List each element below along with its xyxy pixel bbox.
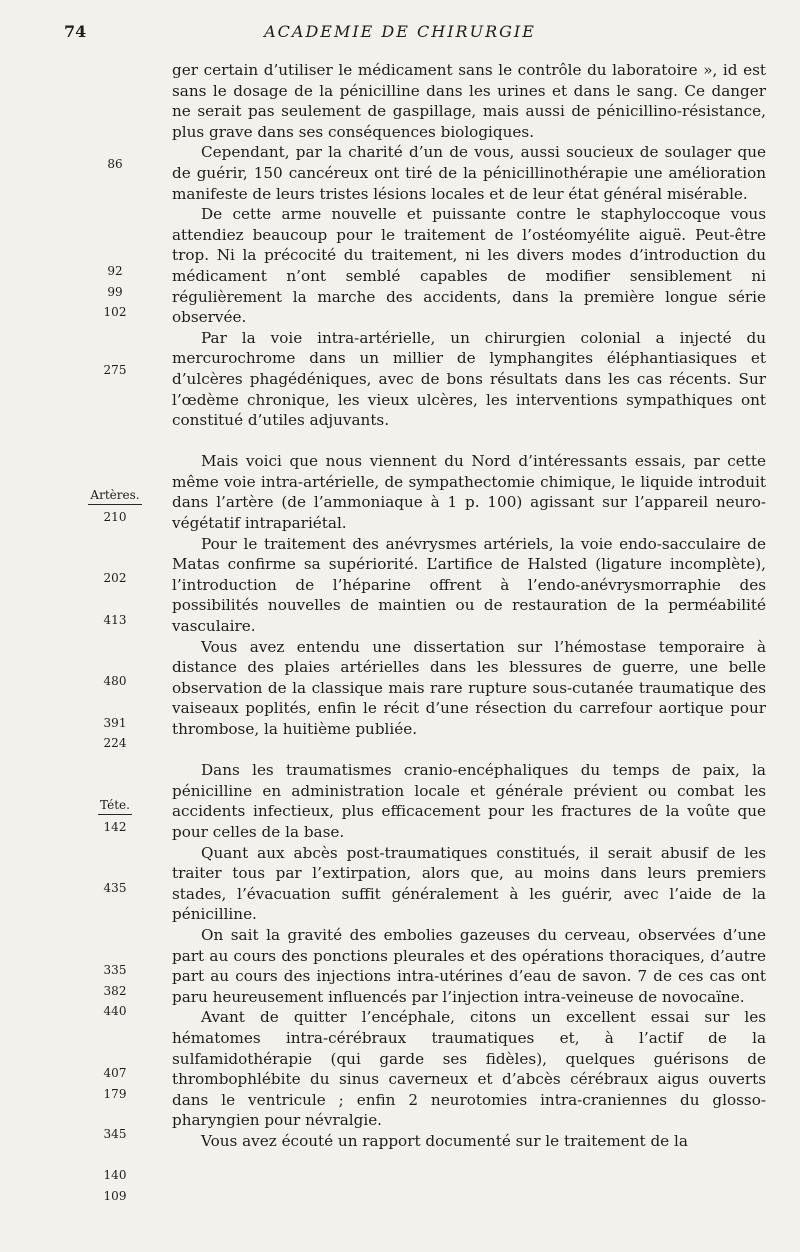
margin-ref-179: 179 xyxy=(103,1087,127,1101)
margin-references xyxy=(70,0,160,1252)
margin-ref-210: 210 xyxy=(103,510,127,524)
paragraph: Vous avez entendu une dissertation sur l’hémostase temporaire à distance des plaies artérielles dans les blessures de guerre, une belle observation de la classique mais rare rupture sous-cutanée traumatique des vaiseaux poplités, enfin le récit d’une résection du carrefour aortique pour thrombose, la huitième publiée. xyxy=(172,637,766,738)
margin-ref-382: 382 xyxy=(103,984,127,998)
margin-ref-142: 142 xyxy=(103,820,127,834)
margin-label-tete: Téte. xyxy=(70,798,160,812)
margin-ref-391: 391 xyxy=(103,716,127,730)
margin-ref-102: 102 xyxy=(103,305,127,319)
margin-ref-224: 224 xyxy=(103,736,127,750)
body-text xyxy=(172,60,766,1151)
running-title: ACADEMIE DE CHIRURGIE xyxy=(264,22,536,41)
margin-ref-435: 435 xyxy=(103,881,127,895)
margin-ref-413: 413 xyxy=(103,613,127,627)
paragraph: Par la voie intra-artérielle, un chirurgien colonial a injecté du mercurochrome dans un millier de lymphangites éléphantiasiques et d’ulcères phagédéniques, avec de bons résultats dans les cas récents. Sur l’œdème chronique, les vieux ulcères, les interventions sympathiques ont constitué d’utiles adjuvants. xyxy=(172,328,766,430)
paragraph: Mais voici que nous viennent du Nord d’intéressants essais, par cette même voie intra-artérielle, de sympathectomie chimique, le liquide introduit dans l’artère (de l’ammoniaque à 1 p. 100) agissant sur l’appareil neuro-végétatif intrapariétal. xyxy=(172,452,766,533)
paragraph: Cependant, par la charité d’un de vous, aussi soucieux de soulager que de guérir, 150 cancéreux ont tiré de la pénicillinothérapie une amélioration manifeste de leurs tristes lésions locales et de leur état général misérable. xyxy=(172,143,766,203)
margin-ref-140: 140 xyxy=(103,1168,127,1182)
margin-label-arteres: Artères. xyxy=(70,488,160,502)
paragraph: Dans les traumatismes cranio-encéphaliques du temps de paix, la pénicilline en administration locale et générale prévient ou combat les accidents infectieux, plus efficacement pour les fractures de la voûte que pour celles de la base. xyxy=(172,761,766,841)
page-number: 74 xyxy=(64,22,87,41)
paragraph: Quant aux abcès post-traumatiques constitués, il serait abusif de les traiter tous par l’extirpation, alors que, au moins dans leurs premiers stades, l’évacuation suffit généralement à les guérir, avec l’aide de la pénicilline. xyxy=(172,843,766,924)
margin-ref-275: 275 xyxy=(103,363,127,377)
paragraph: Avant de quitter l’encéphale, citons un excellent essai sur les hématomes intra-cérébraux traumatiques et, à l’actif de la sulfamidothérapie (qui garde ses fidèles), quelques guérisons de thrombophlébite du sinus caverneux et d’abcès cérébraux aigus ouverts dans le ventricule ; enfin 2 neurotomies intra-craniennes du glosso-pharyngien pour névralgie. xyxy=(172,1008,766,1130)
paragraph: On sait la gravité des embolies gazeuses du cerveau, observées d’une part au cours des ponctions pleurales et des opérations thoraciques, d’autre part au cours des injections intra-utérines d’eau de savon. 7 de ces cas ont paru heureusement influencés par l’injection intra-veineuse de novocaïne. xyxy=(172,925,766,1006)
margin-ref-335: 335 xyxy=(103,963,127,977)
paragraph: De cette arme nouvelle et puissante contre le staphyloccoque vous attendiez beaucoup pour le traitement de l’ostéomyélite aiguë. Peut-être trop. Ni la précocité du traitement, ni les divers modes d’introduction du médicament n’ont semblé capables de modifier sensiblement ni régulièrement la marche des accidents, dans la première longue série observée. xyxy=(172,205,766,327)
margin-ref-407: 407 xyxy=(103,1066,127,1080)
margin-ref-440: 440 xyxy=(103,1004,127,1018)
margin-ref-202: 202 xyxy=(103,571,127,585)
margin-ref-86: 86 xyxy=(107,157,123,171)
paragraph: Vous avez écouté un rapport documenté sur le traitement de la xyxy=(201,1131,688,1150)
paragraph: ger certain d’utiliser le médicament sans le contrôle du laboratoire », id est sans le dosage de la pénicilline dans les urines et dans le sang. Ce danger ne serait pas seulement de gaspillage, mais aussi de pénicillino-résistance, plus grave dans ses conséquences biologiques. xyxy=(172,61,766,141)
paragraph: Pour le traitement des anévrysmes artériels, la voie endo-sacculaire de Matas confirme sa supériorité. L’artifice de Halsted (ligature incomplète), l’introduction de l’héparine offrent à l’endo-anévrysmorraphie des possibilités nouvelles de maintien ou de restauration de la perméabilité vasculaire. xyxy=(172,534,766,636)
margin-ref-345: 345 xyxy=(103,1127,127,1141)
margin-ref-480: 480 xyxy=(103,674,127,688)
margin-ref-109: 109 xyxy=(103,1189,127,1203)
margin-ref-92: 92 xyxy=(107,264,123,278)
margin-ref-99: 99 xyxy=(107,285,123,299)
